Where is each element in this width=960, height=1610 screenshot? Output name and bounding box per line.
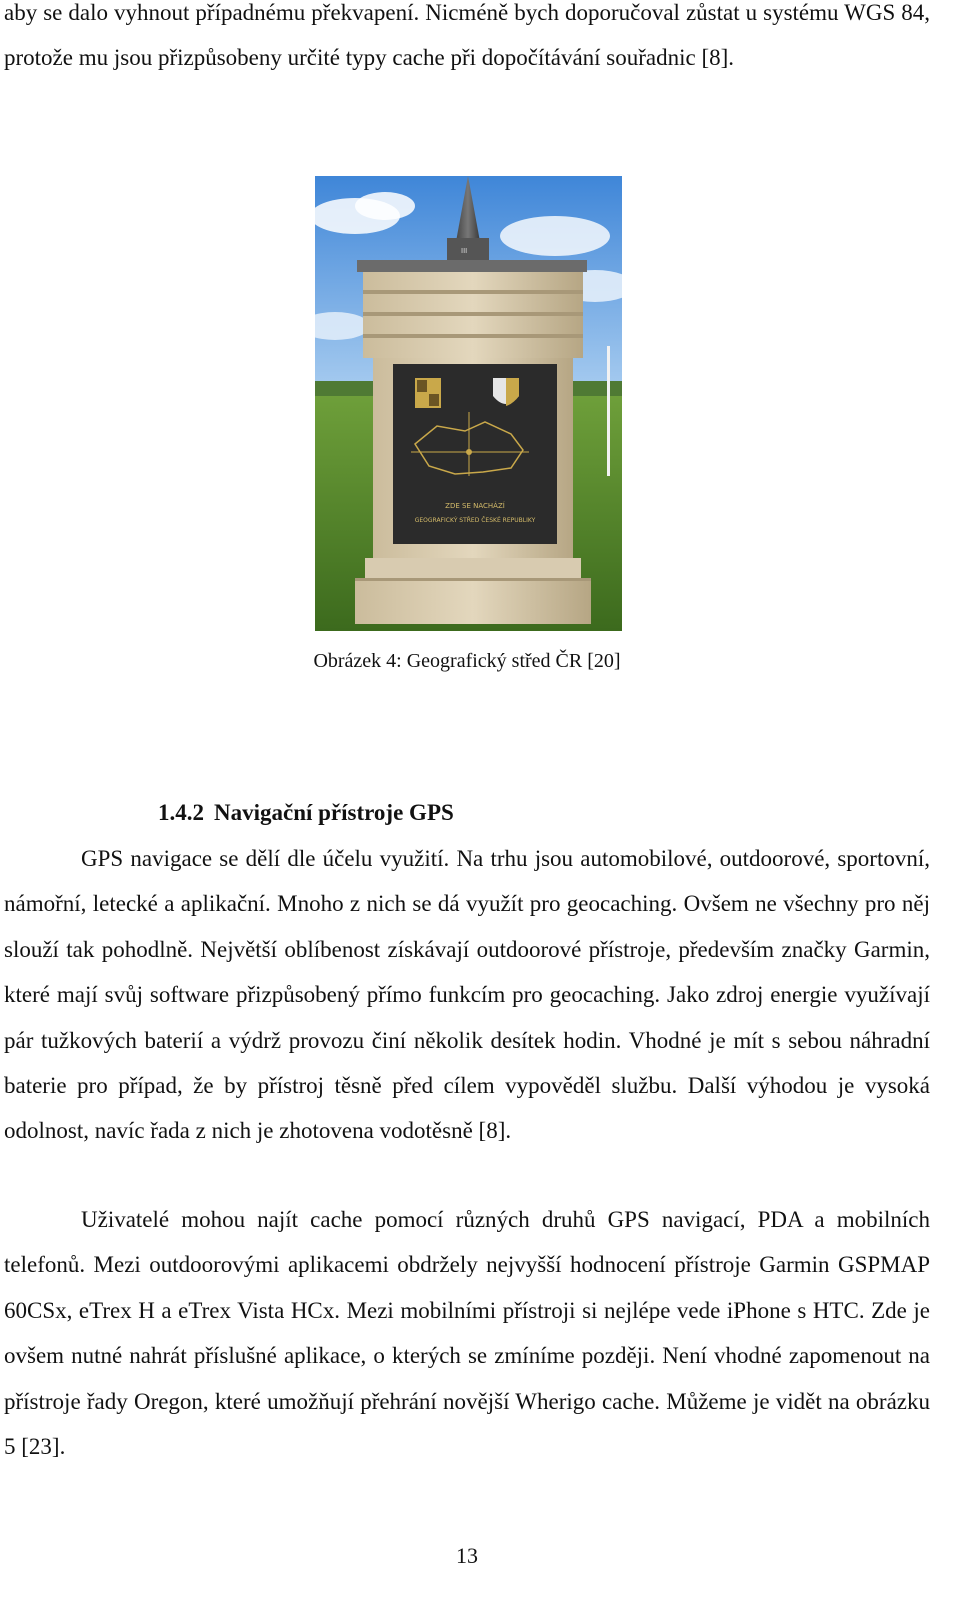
figure-caption: Obrázek 4: Geografický střed ČR [20] [313, 650, 621, 672]
svg-text:III: III [461, 247, 468, 255]
section-number: 1.4.2 [158, 800, 204, 825]
monument-photo [315, 176, 622, 631]
paragraph-gps-devices: GPS navigace se dělí dle účelu využití. Na trhu jsou automobilové, outdoorové, sportovní, námořní, letecké a aplikační. Mnoho z nich se dá využít pro geocaching. Ovšem ne všechny pro něj slouží tak pohodlně. Největší oblíbenost získávají outdoorové přístroje, především značky Garmin, které mají svůj software přizpůsobený přímo funkcím pro geocaching. Jako zdroj energie využívají pár tužkových baterií a výdrž provozu činí několik desítek hodin. Vhodné je mít s sebou náhradní baterie pro případ, že by přístroj těsně před cílem vypověděl službu. Další výhodou je vysoká odolnost, navíc řada z nich je zhotovena vodotěsně [8]. [4, 846, 930, 1144]
paragraph-users: Uživatelé mohou najít cache pomocí různých druhů GPS navigací, PDA a mobilních telefonů. Mezi outdoorovými aplikacemi obdržely nejvyšší hodnocení přístroje Garmin GSPMAP 60CSx, eTrex H a eTrex Vista HCx. Mezi mobilními přístroji si nejlépe vede iPhone s HTC. Zde je ovšem nutné nahrát příslušné aplikace, o kterých se zmíníme později. Není vhodné zapomenout na přístroje řady Oregon, které umožňují přehrání novější Wherigo cache. Můžeme je vidět na obrázku 5 [23]. [4, 1207, 930, 1460]
paragraph-intro: aby se dalo vyhnout případnému překvapení. Nicméně bych doporučoval zůstat u systému WGS 84, protože mu jsou přizpůsobeny určité typy cache při dopočítávání souřadnic [8]. [4, 0, 930, 71]
figure-geographic-center-photo [315, 176, 622, 631]
plaque-text-line1: ZDE SE NACHÁZÍ [445, 502, 505, 510]
plaque-text-line2: GEOGRAFICKÝ STŘED ČESKÉ REPUBLIKY [414, 517, 536, 524]
section-heading [158, 797, 454, 829]
section-title: Navigační přístroje GPS [214, 800, 454, 825]
page-number: 13 [456, 1543, 478, 1568]
